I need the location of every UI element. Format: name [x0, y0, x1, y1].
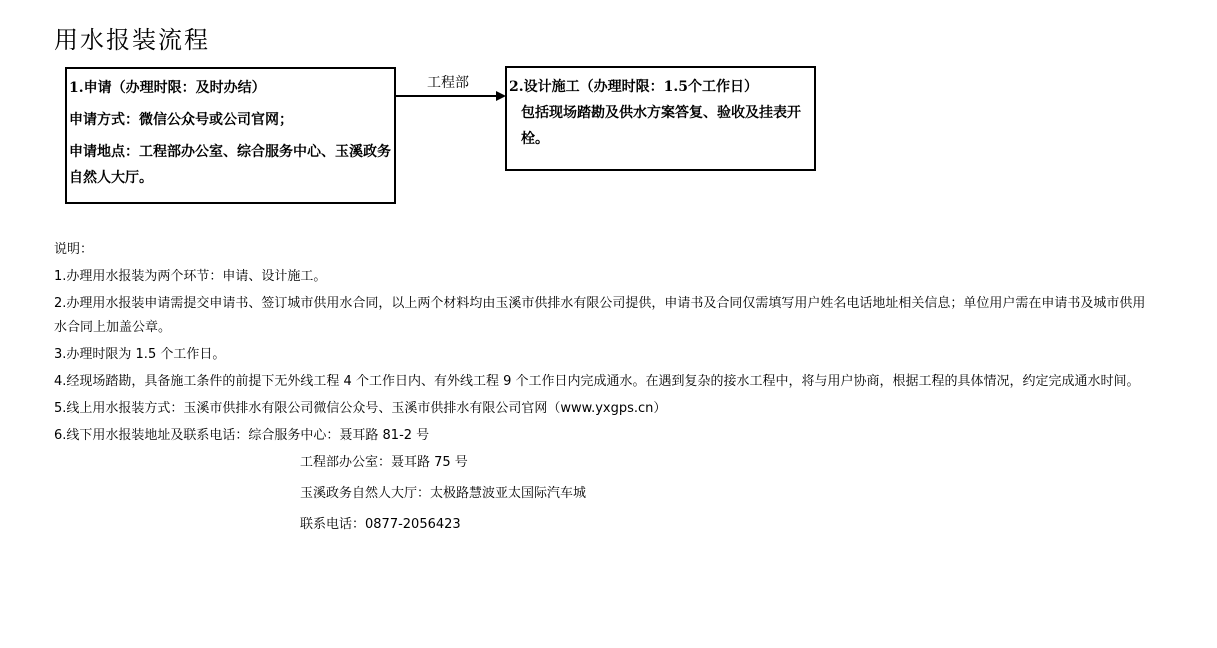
arrow-label: 工程部: [427, 75, 469, 91]
note-item: 4.经现场踏勘，具备施工条件的前提下无外线工程 4 个工作日内、有外线工程 9 个工作日内完成通水。在遇到复杂的接水工程中，将与用户协商，根据工程的具体情况，约定完成通水时间。: [54, 374, 1140, 389]
note-item: 2.办理用水报装申请需提交申请书、签订城市供用水合同，以上两个材料均由玉溪市供排水有限公司提供，申请书及合同仅需填写用户姓名电话地址相关信息；单位用户需在申请书及城市供用水合同上加盖公章。: [54, 296, 1146, 335]
note-item: 5.线上用水报装方式：玉溪市供排水有限公司微信公众号、玉溪市供排水有限公司官网（www.yxgps.cn）: [54, 401, 667, 416]
note-item: 1.办理用水报装为两个环节：申请、设计施工。: [54, 269, 327, 284]
notes-heading: 说明：: [54, 242, 94, 257]
design-desc: 包括现场踏勘及供水方案答复、验收及挂表开栓。: [521, 105, 801, 147]
address-line: 联系电话：0877-2056423: [300, 517, 461, 532]
apply-method: 申请方式：微信公众号或公司官网；: [69, 112, 293, 128]
address-line: 玉溪政务自然人大厅：太极路慧波亚太国际汽车城: [300, 486, 587, 501]
note-item: 6.线下用水报装地址及联系电话：综合服务中心：聂耳路 81-2 号: [54, 428, 430, 443]
note-item: 3.办理时限为 1.5 个工作日。: [54, 347, 226, 362]
address-line: 工程部办公室：聂耳路 75 号: [300, 455, 468, 470]
apply-location: 申请地点：工程部办公室、综合服务中心、玉溪政务自然人大厅。: [69, 144, 391, 186]
apply-heading: 1.申请（办理时限：及时办结）: [69, 80, 266, 96]
design-heading: 2.设计施工（办理时限：1.5个工作日）: [509, 79, 758, 95]
page-title: 用水报装流程: [54, 26, 210, 54]
flow-box-apply: [65, 67, 396, 204]
flow-box-design: [505, 66, 816, 171]
notes-section: [54, 238, 1154, 544]
